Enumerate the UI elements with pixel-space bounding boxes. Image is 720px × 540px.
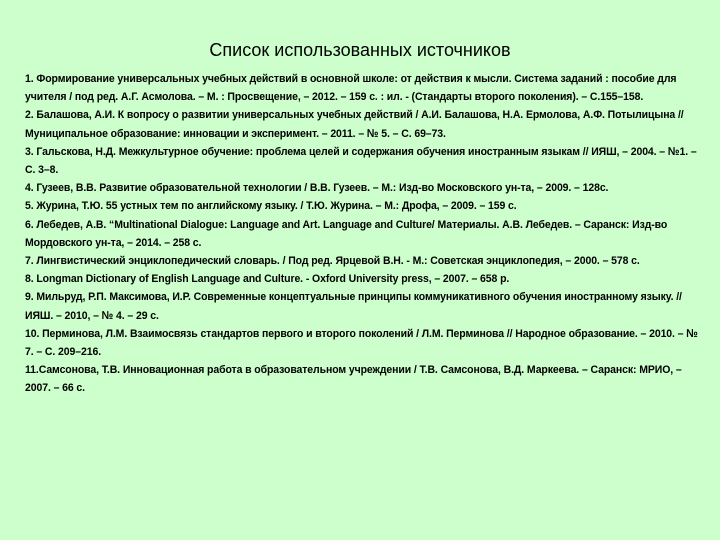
reference-item: 4. Гузеев, В.В. Развитие образовательной технологии / В.В. Гузеев. – М.: Изд-во Московского ун-та, – 2009. – 128с.	[25, 182, 609, 195]
page-title: Список использованных источников	[209, 40, 511, 60]
reference-item: 8. Longman Dictionary of English Language and Culture. - Oxford University press, – 2007. – 658 p.	[25, 273, 510, 286]
reference-item: 7. Лингвистический энциклопедический словарь. / Под ред. Ярцевой В.Н. - М.: Советская энциклопедия, – 2000. – 578 с.	[25, 255, 640, 268]
reference-item: 2. Балашова, А.И. К вопросу о развитии универсальных учебных действий / А.И. Балашова, Н.А. Ермолова, А.Ф. Потылицына // Муниципальное образование: инновации и эксперимент. – 2011. – № 5. – С. 69–73.	[25, 109, 684, 140]
reference-item: 10. Перминова, Л.М. Взаимосвязь стандартов первого и второго поколений / Л.М. Перминова // Народное образование. – 2010. – № 7. – С. 209–216.	[25, 327, 698, 359]
reference-item: 6. Лебедев, А.В. “Multinational Dialogue: Language and Art. Language and Culture/ Материалы. А.В. Лебедев. – Саранск: Изд-во Мордовского ун-та, – 2014. – 258 с.	[25, 218, 668, 249]
reference-item: 1. Формирование универсальных учебных действий в основной школе: от действия к мысли. Система заданий : пособие для учителя / под ред. А.Г. Асмолова. – М. : Просвещение, – 2012. – 159 с. : ил. - (Стандарты второго поколения). – С.155–158.	[25, 73, 677, 104]
reference-item: 3. Гальскова, Н.Д. Межкультурное обучение: проблема целей и содержания обучения иностранным языкам // ИЯШ, – 2004. – №1. – С. 3–8.	[25, 145, 697, 177]
reference-list	[25, 70, 705, 398]
reference-item: 9. Мильруд, Р.П. Максимова, И.Р. Современные концептуальные принципы коммуникативного обучения иностранному языку. // ИЯШ. – 2010, – № 4. – 29 с.	[25, 291, 682, 322]
reference-item: 11.Самсонова, Т.В. Инновационная работа в образовательном учреждении / Т.В. Самсонова, В.Д. Маркеева. – Саранск: МРИО, – 2007. – 66 с.	[25, 364, 682, 395]
reference-item: 5. Журина, Т.Ю. 55 устных тем по английскому языку. / Т.Ю. Журина. – М.: Дрофа, – 2009. – 159 с.	[25, 200, 517, 213]
